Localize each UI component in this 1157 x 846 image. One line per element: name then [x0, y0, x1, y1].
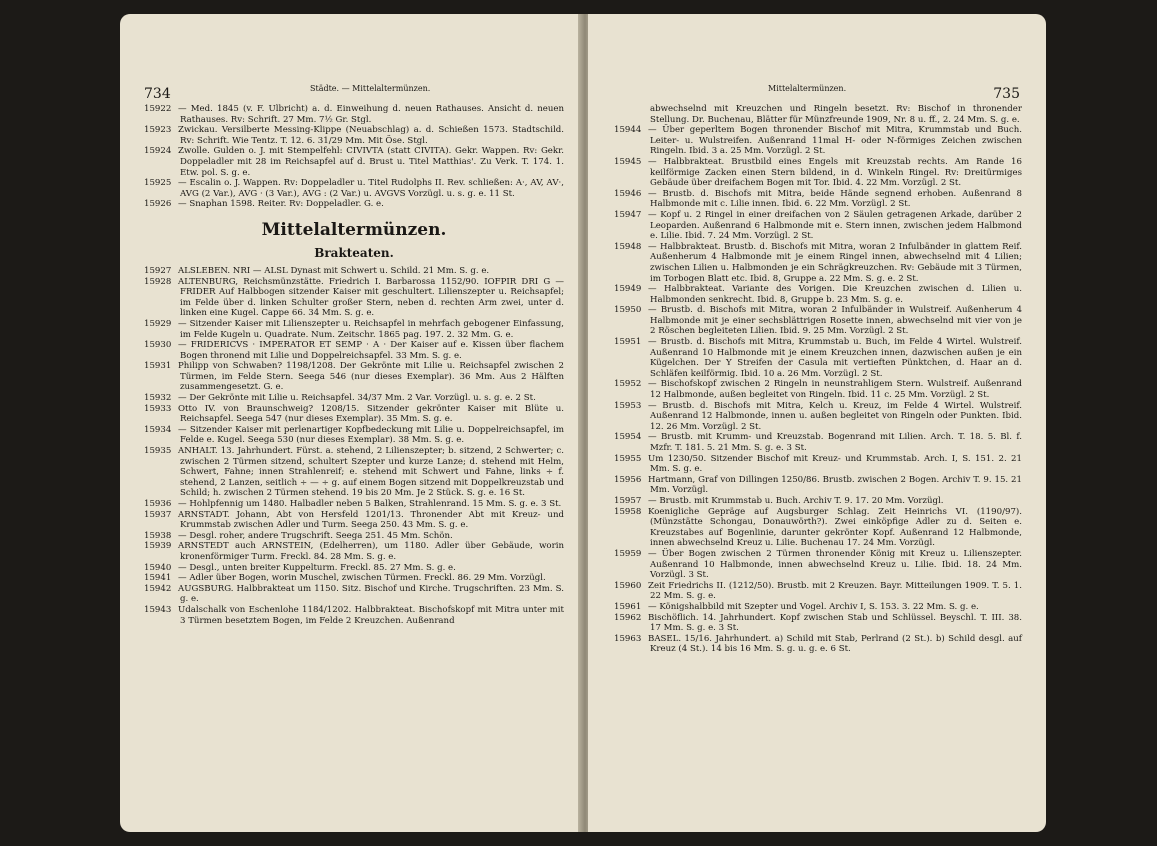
entry-text: — Brustb. d. Bischofs mit Mitra, beide Hände segnend erhoben. Außenrand 8 Halbmonde mit c. Lilie innen. Ibid. 6. 22 Mm. Vorzügl. 2 St. — [648, 188, 1022, 210]
entry-number: 15935 — [144, 446, 172, 457]
subsection-title: Brakteaten. — [314, 245, 394, 260]
catalog-entry — [614, 189, 1022, 210]
entry-number: 15951 — [614, 337, 642, 348]
entry-text: — Desgl. roher, andere Trugschrift. Seega 251. 45 Mm. Schön. — [178, 530, 453, 541]
catalog-entry — [144, 584, 564, 605]
entry-text: ARNSTADT. Johann, Abt von Hersfeld 1201/13. Thronender Abt mit Kreuz- und Krummstab zwischen Adler und Turm. Seega 250. 43 Mm. S. g. e. — [178, 509, 564, 531]
entry-list-main — [144, 266, 564, 626]
entry-number: 15927 — [144, 265, 172, 276]
entry-text: Zwickau. Versilberte Messing-Klippe (Neuabschlag) a. d. Schießen 1573. Stadtschild. Rv: Schrift. Wie Tentz. T. 12. 6. 31/29 Mm. Mit Öse. Stgl. — [178, 125, 564, 146]
entry-number: 15936 — [144, 499, 172, 509]
entry-number: 15928 — [144, 276, 172, 287]
entry-text: — Halbbrakteat. Variante des Vorigen. Die Kreuzchen zwischen d. Lilien u. Halbmonden senkrecht. Ibid. 8, Gruppe b. 23 Mm. S. g. e. — [648, 284, 1022, 305]
catalog-entry — [614, 602, 1022, 613]
entry-text: Hartmann, Graf von Dillingen 1250/86. Brustb. zwischen 2 Bogen. Archiv T. 9. 15. 21 Mm. Vorzügl. — [648, 474, 1022, 496]
page-number: 734 — [144, 86, 171, 102]
entry-text: — Adler über Bogen, worin Muschel, zwischen Türmen. Freckl. 86. 29 Mm. Vorzügl. — [178, 573, 546, 584]
catalog-entry — [144, 541, 564, 562]
entry-number: 15923 — [144, 125, 172, 136]
entry-list-top — [144, 104, 564, 210]
catalog-entry — [144, 178, 564, 199]
entry-text: ALSLEBEN. NRI — ALSL Dynast mit Schwert u. Schild. 21 Mm. S. g. e. — [178, 265, 490, 276]
entry-text: — Königshalbbild mit Szepter und Vogel. Archiv I, S. 153. 3. 22 Mm. S. g. e. — [648, 601, 979, 612]
entry-number: 15960 — [614, 580, 642, 591]
entry-number: 15963 — [614, 633, 642, 644]
entry-text: — Brustb. mit Krumm- und Kreuzstab. Bogenrand mit Lilien. Arch. T. 18. 5. Bl. f. Mzfr. T. 181. 5. 21 Mm. S. g. e. 3 St. — [648, 432, 1022, 453]
entry-number: 15956 — [614, 474, 642, 485]
catalog-entry — [614, 157, 1022, 189]
entry-number: 15933 — [144, 403, 172, 414]
catalog-entry — [614, 634, 1022, 655]
catalog-entry — [144, 573, 564, 584]
entry-number: 15945 — [614, 156, 642, 167]
entry-number: 15953 — [614, 400, 642, 411]
entry-text: — Snaphan 1598. Reiter. Rv: Doppeladler. G. e. — [178, 199, 384, 210]
entry-number: 15962 — [614, 612, 642, 623]
entry-number: 15958 — [614, 506, 642, 517]
catalog-entry — [144, 146, 564, 178]
entry-text: — Hohlpfennig um 1480. Halbadler neben 5 Balken, Strahlenrand. 15 Mm. S. g. e. 3 St. — [178, 499, 562, 509]
entry-text: AUGSBURG. Halbbrakteat um 1150. Sitz. Bischof und Kirche. Trugschriften. 23 Mm. S. g. e. — [178, 583, 564, 605]
catalog-entry — [614, 496, 1022, 507]
entry-number: 15942 — [144, 583, 172, 594]
entry-list — [614, 104, 1022, 655]
entry-number: 15941 — [144, 573, 172, 584]
entry-number: 15932 — [144, 393, 172, 404]
catalog-entry — [144, 531, 564, 542]
entry-number: 15925 — [144, 178, 172, 189]
entry-number: 15955 — [614, 453, 642, 464]
entry-text: — Sitzender Kaiser mit perlenartiger Kopfbedeckung mit Lilie u. Doppelreichsapfel, im Felde e. Kugel. Seega 530 (nur dieses Exemplar). 38 Mm. S. g. e. — [178, 424, 564, 446]
entry-number: 15926 — [144, 199, 172, 210]
entry-number: 15950 — [614, 305, 642, 316]
catalog-entry — [144, 125, 564, 146]
section-title: Mittelaltermünzen. — [261, 219, 447, 240]
entry-list-right — [614, 125, 1022, 655]
catalog-entry — [144, 199, 564, 210]
entry-number: 15949 — [614, 284, 642, 295]
entry-text: ALTENBURG, Reichsmünzstätte. Friedrich I. Barbarossa 1152/90. IOFPIR DRI G — FRIDER Auf Halbbogen sitzender Kaiser mit geschultert. Lilienszepter u. Reichsapfel; im Felde über d. linken Schulter großer Stern, neben d. rechten Arm zwei, unter d. linken eine Kugel. Cappe 66. 34 Mm. S. g. e. — [178, 276, 564, 319]
catalog-entry — [144, 340, 564, 361]
entry-number: 15930 — [144, 340, 172, 351]
entry-text: Otto IV. von Braunschweig? 1208/15. Sitzender gekrönter Kaiser mit Blüte u. Reichsapfel. Seega 547 (nur dieses Exemplar). 35 Mm. S. g. e. — [178, 403, 564, 425]
entry-text: BASEL. 15/16. Jahrhundert. a) Schild mit Stab, Perlrand (2 St.). b) Schild desgl. auf Kreuz (4 St.). 14 bis 16 Mm. S. g. u. g. e. 6 St. — [648, 633, 1022, 655]
entry-number: 15931 — [144, 361, 172, 372]
entry-number: 15948 — [614, 241, 642, 252]
catalog-entry — [614, 454, 1022, 475]
right-page — [588, 14, 1046, 832]
catalog-entry — [614, 242, 1022, 284]
catalog-entry — [144, 277, 564, 319]
entry-number: 15943 — [144, 604, 172, 615]
catalog-entry — [614, 305, 1022, 337]
entry-text: Um 1230/50. Sitzender Bischof mit Kreuz- und Krummstab. Arch. I, S. 151. 2. 21 Mm. S. g. e. — [648, 453, 1022, 475]
running-head: Mittelaltermünzen. — [768, 84, 847, 93]
catalog-entry — [614, 125, 1022, 157]
entry-text: — FRIDERICVS · IMPERATOR ET SEMP · A · Der Kaiser auf e. Kissen über flachem Bogen thronend mit Lilie und Doppelreichsapfel. 33 Mm. S. g. e. — [178, 340, 564, 361]
catalog-entry — [144, 510, 564, 531]
entry-text: Philipp von Schwaben? 1198/1208. Der Gekrönte mit Lilie u. Reichsapfel zwischen 2 Türmen, im Felde Stern. Seega 546 (nur dieses Exemplar). 36 Mm. Aus 2 Hälften zusammengesetzt. G. e. — [178, 361, 564, 393]
page-number: 735 — [993, 86, 1020, 102]
entry-number: 15937 — [144, 509, 172, 520]
entry-number: 15940 — [144, 562, 172, 573]
entry-text: — Halbbrakteat. Brustb. d. Bischofs mit Mitra, woran 2 Infulbänder in glattem Reif. Außenherum 4 Halbmonde mit je einem Ringel innen, abwechselnd mit 4 Lilien; zwischen Lilien u. Halbmonden je ein Schrägkreuzchen. Rv: Gebäude mit 3 Türmen, im Torbogen Blatt etc. Ibid. 8, Gruppe a. 22 Mm. S. g. e. 2 St. — [648, 241, 1022, 284]
entry-text: — Der Gekrönte mit Lilie u. Reichsapfel. 34/37 Mm. 2 Var. Vorzügl. u. s. g. e. 2 St. — [178, 393, 536, 404]
catalog-entry — [614, 379, 1022, 400]
left-page — [120, 14, 582, 832]
entry-text: Udalschalk von Eschenlohe 1184/1202. Halbbrakteat. Bischofskopf mit Mitra unter mit 3 Türmen besetztem Bogen, im Felde 2 Kreuzchen. Außenrand — [178, 604, 564, 626]
catalog-entry — [614, 337, 1022, 379]
entry-text: — Sitzender Kaiser mit Lilienszepter u. Reichsapfel in mehrfach gebogener Einfassung, im Felde Kugeln u. Quadrate. Num. Zeitschr. 1865 pag. 197. 2. 32 Mm. G. e. — [178, 318, 564, 340]
entry-number: 15952 — [614, 379, 642, 390]
entry-text: Bischöflich. 14. Jahrhundert. Kopf zwischen Stab und Schlüssel. Beyschl. T. III. 38. 17 Mm. S. g. e. 3 St. — [648, 612, 1022, 634]
entry-number: 15929 — [144, 318, 172, 329]
catalog-entry — [614, 284, 1022, 305]
entry-number: 15939 — [144, 541, 172, 552]
catalog-entry — [614, 210, 1022, 242]
catalog-entry — [144, 319, 564, 340]
entry-number: 15924 — [144, 146, 172, 157]
entry-text: — Brustb. d. Bischofs mit Mitra, Krummstab u. Buch, im Felde 4 Wirtel. Wulstreif. Außenrand 10 Halbmonde mit je einem Kreuzchen innen, dazwischen außen je ein Kügelchen. Der Y Streifen der Casula mit vertieften Pünktchen, d. Haar an d. Schläfen keilförmig. Ibid. 10 a. 26 Mm. Vorzügl. 2 St. — [648, 337, 1022, 379]
entry-text: Koenigliche Gepräge auf Augsburger Schlag. Zeit Heinrichs VI. (1190/97). (Münzstätte Schongau, Donauwörth?). Zwei einköpfige Adler zu d. Seiten e. Kreuzstabes auf Bogenlinie, darunter gekrönter Kopf. Außenrand 12 Halbmonde, innen abwechselnd Kreuz u. Lilie. Buchenau 17. 24 Mm. Vorzügl. — [648, 506, 1022, 549]
continuation-text: abwechselnd mit Kreuzchen und Ringeln besetzt. Rv: Bischof in thronender Stellung. Dr. Buchenau, Blätter für Münzfreunde 1909, Nr. 8 u. ff., 2. 24 Mm. S. g. e. — [650, 104, 1022, 125]
entry-text: Zeit Friedrichs II. (1212/50). Brustb. mit 2 Kreuzen. Bayr. Mitteilungen 1909. T. 5. 1. 22 Mm. S. g. e. — [648, 580, 1022, 602]
entry-number: 15947 — [614, 209, 642, 220]
entry-text: — Med. 1845 (v. F. Ulbricht) a. d. Einweihung d. neuen Rathauses. Ansicht d. neuen Rathauses. Rv: Schrift. 27 Mm. 7½ Gr. Stgl. — [178, 104, 564, 125]
catalog-entry — [614, 613, 1022, 634]
catalog-entry — [614, 549, 1022, 581]
catalog-entry — [144, 563, 564, 574]
entry-text: — Bischofskopf zwischen 2 Ringeln in neunstrahligem Stern. Wulstreif. Außenrand 12 Halbmonde, außen begleitet von Ringeln. Ibid. 11 c. 25 Mm. Vorzügl. 2 St. — [648, 379, 1022, 401]
entry-number: 15961 — [614, 601, 642, 612]
entry-text: Zwolle. Gulden o. J. mit Stempelfehl: CIVIVTA (statt CIVITA). Gekr. Wappen. Rv: Gekr. Doppeladler mit 28 im Reichsapfel auf d. Brust u. Titel Matthias'. Zu Verk. T. 174. 1. Etw. pol. S. g. e. — [178, 146, 564, 178]
entry-text: ARNSTEDT auch ARNSTEIN, (Edelherren), um 1180. Adler über Gebäude, worin kronenförmiger Turm. Freckl. 84. 28 Mm. S. g. e. — [178, 541, 564, 562]
catalog-entry — [614, 401, 1022, 433]
catalog-entry — [144, 393, 564, 404]
catalog-entry — [144, 361, 564, 393]
entry-text: — Kopf u. 2 Ringel in einer dreifachen von 2 Säulen getragenen Arkade, darüber 2 Leoparden. Außenrand 6 Halbmonde mit e. Stern innen, zwischen jedem Halbmond e. Lilie. Ibid. 7. 24 Mm. Vorzügl. 2 St. — [648, 209, 1022, 242]
entry-text: — Über geperltem Bogen thronender Bischof mit Mitra, Krummstab und Buch. Leiter- u. Wulstreifen. Außenrand 11mal H- oder N-förmiges Zeichen zwischen Ringeln. Ibid. 3 a. 25 Mm. Vorzügl. 2 St. — [648, 125, 1022, 157]
catalog-entry — [144, 446, 564, 499]
entry-text: — Brustb. d. Bischofs mit Mitra, Kelch u. Kreuz, im Felde 4 Wirtel. Wulstreif. Außenrand 12 Halbmonde, innen u. außen begleitet von Ringeln oder Punkten. Ibid. 12. 26 Mm. Vorzügl. 2 St. — [648, 400, 1022, 432]
catalog-entry — [144, 499, 564, 510]
catalog-entry — [614, 432, 1022, 453]
entry-number: 15934 — [144, 424, 172, 435]
entry-number: 15938 — [144, 530, 172, 541]
entry-number: 15959 — [614, 548, 642, 559]
catalog-entry — [144, 605, 564, 626]
catalog-entry — [144, 266, 564, 277]
entry-text: — Brustb. d. Bischofs mit Mitra, woran 2 Infulbänder in Wulstreif. Außenherum 4 Halbmonde mit je einer sechsblättrigen Rosette innen, abwechselnd mit vier von je 2 Röschen begleiteten Lilien. Ibid. 9. 25 Mm. Vorzügl. 2 St. — [648, 305, 1022, 337]
catalog-entry — [614, 581, 1022, 602]
entry-number: 15946 — [614, 188, 642, 199]
catalog-entry — [614, 507, 1022, 549]
catalog-entry — [614, 475, 1022, 496]
catalog-entry — [144, 425, 564, 446]
entry-text: — Escalin o. J. Wappen. Rv: Doppeladler u. Titel Rudolphs II. Rev. schließen: A·, AV, AV·, AVG (2 Var.), AVG · (3 Var.), AVG : (2 Var.) u. AVGVS Vorzügl. u. s. g. e. 11 St. — [178, 178, 564, 199]
entry-number: 15957 — [614, 495, 642, 506]
catalog-entry — [144, 104, 564, 125]
entry-text: — Desgl., unten breiter Kuppelturm. Freckl. 85. 27 Mm. S. g. e. — [178, 562, 456, 573]
entry-number: 15954 — [614, 432, 642, 443]
entry-number: 15944 — [614, 125, 642, 136]
running-head: Städte. — Mittelaltermünzen. — [310, 84, 431, 93]
catalog-entry — [144, 404, 564, 425]
entry-text: — Über Bogen zwischen 2 Türmen thronender König mit Kreuz u. Lilienszepter. Außenrand 10 Halbmonde, innen abwechselnd Kreuz u. Lilie. Ibid. 18. 24 Mm. Vorzügl. 3 St. — [648, 548, 1022, 581]
entry-text: ANHALT. 13. Jahrhundert. Fürst. a. stehend, 2 Lilienszepter; b. sitzend, 2 Schwerter; c. zwischen 2 Türmen sitzend, schultert Szepter und kurze Lanze; d. stehend mit Helm, Schwert, Fahne; innen Strahlenreif; e. stehend mit Schwert und Fahne, links ÷ f. stehend, 2 Lanzen, seitlich ÷ — ÷ g. auf einem Bogen sitzend mit Doppelkreuzstab und Schild; h. zwischen 2 Türmen stehend. 19 bis 20 Mm. Je 2 Stück. S. g. e. 16 St. — [178, 446, 564, 499]
entry-text: — Brustb. mit Krummstab u. Buch. Archiv T. 9. 17. 20 Mm. Vorzügl. — [648, 495, 944, 506]
entry-number: 15922 — [144, 104, 172, 114]
entry-text: — Halbbrakteat. Brustbild eines Engels mit Kreuzstab rechts. Am Rande 16 keilförmige Zacken einen Stern bildend, in d. Winkeln Ringel. Rv: Dreitürmiges Gebäude über dreifachem Bogen mit Tor. Ibid. 4. 22 Mm. Vorzügl. 2 St. — [648, 156, 1022, 189]
